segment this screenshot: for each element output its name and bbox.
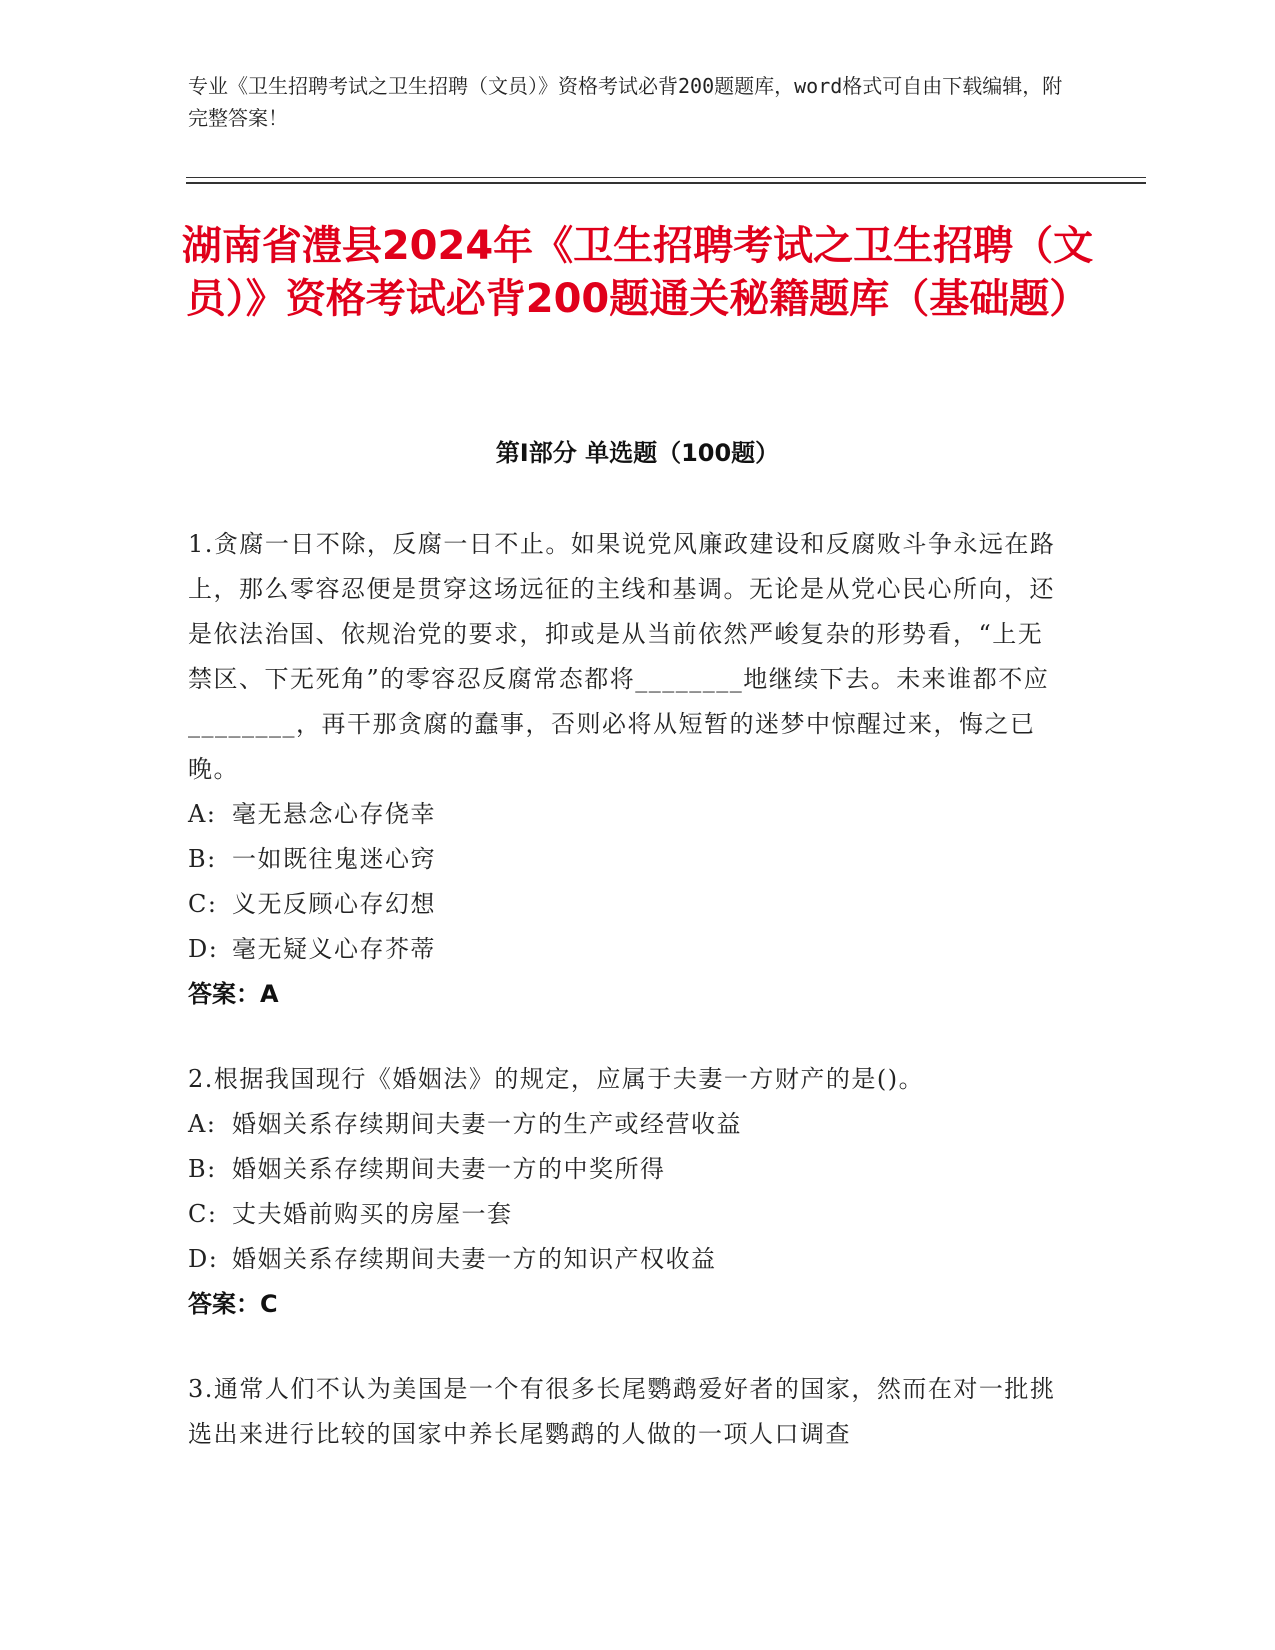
header-divider-thick [186,182,1146,184]
option-a [188,1102,1068,1147]
answer-label: 答案： [188,980,260,1008]
option-a [188,792,1068,837]
option-d [188,1237,1068,1282]
option-c [188,1192,1068,1237]
question-list [188,522,1068,1497]
option-letter: B: [188,1155,217,1183]
option-text: 婚姻关系存续期间夫妻一方的生产或经营收益 [232,1110,742,1138]
option-letter: A: [188,800,217,828]
question-stem: 1.贪腐一日不除，反腐一日不止。如果说党风廉政建设和反腐败斗争永远在路上，那么零容忍便是贯穿这场远征的主线和基调。无论是从党心民心所向，还是依法治国、依规治党的要求，抑或是从当前依然严峻复杂的形势看，“上无禁区、下无死角”的零容忍反腐常态都将________地继续下去。未来谁都不应________，再干那贪腐的蠢事，否则必将从短暂的迷梦中惊醒过来，悔之已晚。 [188,530,1056,783]
option-letter: C: [188,1200,218,1228]
option-d [188,927,1068,972]
option-text: 义无反顾心存幻想 [232,890,436,918]
document-title: 湖南省澧县2024年《卫生招聘考试之卫生招聘（文员）》资格考试必背200题通关秘籍题库（基础题） [181,223,1094,322]
answer-line [188,1282,1068,1327]
question-1 [188,522,1068,1017]
option-text: 毫无疑义心存芥蒂 [232,935,436,963]
header-note: 专业《卫生招聘考试之卫生招聘（文员）》资格考试必背200题题库，word格式可自由下载编辑，附完整答案！ [188,74,1063,130]
option-text: 丈夫婚前购买的房屋一套 [232,1200,513,1228]
option-c [188,882,1068,927]
option-letter: A: [188,1110,217,1138]
option-text: 一如既往鬼迷心窍 [232,845,436,873]
answer-line [188,972,1068,1017]
option-text: 婚姻关系存续期间夫妻一方的知识产权收益 [232,1245,717,1273]
option-b [188,837,1068,882]
question-stem: 2.根据我国现行《婚姻法》的规定，应属于夫妻一方财产的是()。 [188,1065,925,1093]
option-letter: B: [188,845,217,873]
question-stem: 3.通常人们不认为美国是一个有很多长尾鹦鹉爱好者的国家，然而在对一批挑选出来进行比较的国家中养长尾鹦鹉的人做的一项人口调查 [188,1375,1056,1448]
option-letter: D: [188,1245,219,1273]
question-2 [188,1057,1068,1327]
header-divider-thin [186,177,1146,178]
option-letter: D: [188,935,219,963]
option-b [188,1147,1068,1192]
answer-label: 答案： [188,1290,260,1318]
option-text: 婚姻关系存续期间夫妻一方的中奖所得 [232,1155,666,1183]
option-letter: C: [188,890,218,918]
option-text: 毫无悬念心存侥幸 [232,800,436,828]
section-heading: 第Ⅰ部分 单选题（100题） [495,439,780,467]
question-3 [188,1367,1068,1457]
answer-value: A [260,980,279,1008]
answer-value: C [260,1290,278,1318]
